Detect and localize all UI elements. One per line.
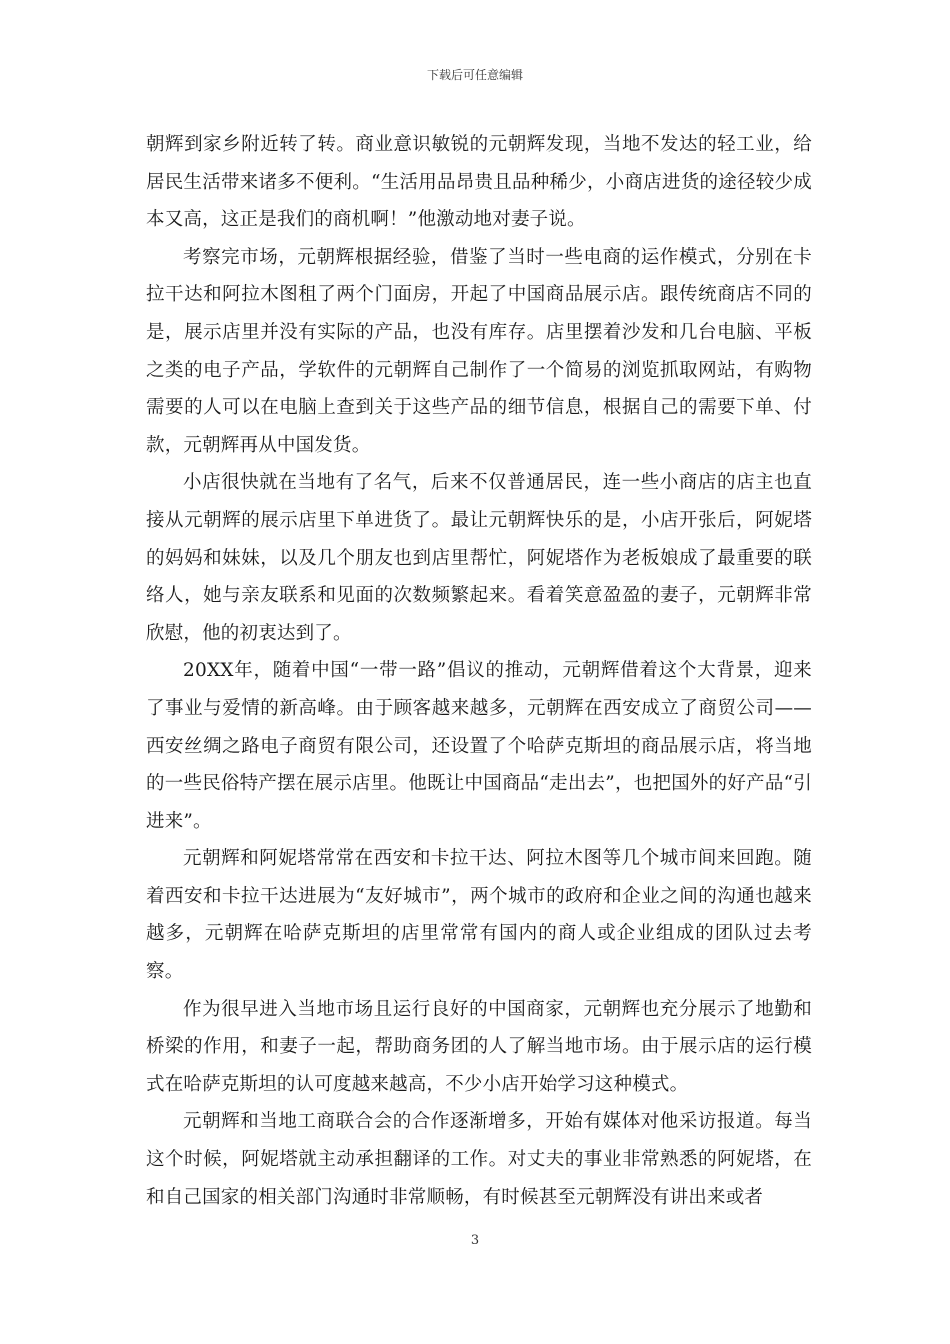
- paragraph-2: 考察完市场，元朝辉根据经验，借鉴了当时一些电商的运作模式，分别在卡拉干达和阿拉木图租了两个门面房，开起了中国商品展示店。跟传统商店不同的是，展示店里并没有实际的产品，也没有库存。店里摆着沙发和几台电脑、平板之类的电子产品，学软件的元朝辉自己制作了一个简易的浏览抓取网站，有购物需要的人可以在电脑上查到关于这些产品的细节信息，根据自己的需要下单、付款，元朝辉再从中国发货。: [146, 246, 812, 456]
- paragraph-7: 元朝辉和当地工商联合会的合作逐渐增多，开始有媒体对他采访报道。每当这个时候，阿妮塔就主动承担翻译的工作。对丈夫的事业非常熟悉的阿妮塔，在和自己国家的相关部门沟通时非常顺畅，有时候甚至元朝辉没有讲出来或者: [146, 1111, 812, 1208]
- page-number: 3: [470, 1233, 480, 1248]
- page-header: 下载后可任意编辑: [426, 68, 523, 82]
- paragraph-5: 元朝辉和阿妮塔常常在西安和卡拉干达、阿拉木图等几个城市间来回跑。随着西安和卡拉干达进展为“友好城市”，两个城市的政府和企业之间的沟通也越来越多，元朝辉在哈萨克斯坦的店里常常有国内的商人或企业组成的团队过去考察。: [146, 848, 812, 983]
- document-body: [146, 126, 812, 1216]
- paragraph-1: 朝辉到家乡附近转了转。商业意识敏锐的元朝辉发现，当地不发达的轻工业，给居民生活带来诸多不便利。“生活用品昂贵且品种稀少，小商店进货的途径较少成本又高，这正是我们的商机啊！”他激动地对妻子说。: [146, 134, 812, 231]
- paragraph-3: 小店很快就在当地有了名气，后来不仅普通居民，连一些小商店的店主也直接从元朝辉的展示店里下单进货了。最让元朝辉快乐的是，小店开张后，阿妮塔的妈妈和妹妹，以及几个朋友也到店里帮忙，阿妮塔作为老板娘成了最重要的联络人，她与亲友联系和见面的次数频繁起来。看着笑意盈盈的妻子，元朝辉非常欣慰，他的初衷达到了。: [146, 472, 812, 644]
- paragraph-6: 作为很早进入当地市场且运行良好的中国商家，元朝辉也充分展示了地勤和桥梁的作用，和妻子一起，帮助商务团的人了解当地市场。由于展示店的运行模式在哈萨克斯坦的认可度越来越高，不少小店开始学习这种模式。: [146, 998, 812, 1095]
- paragraph-4: 20XX年，随着中国“一带一路”倡议的推动，元朝辉借着这个大背景，迎来了事业与爱情的新高峰。由于顾客越来越多，元朝辉在西安成立了商贸公司——西安丝绸之路电子商贸有限公司，还设置了个哈萨克斯坦的商品展示店，将当地的一些民俗特产摆在展示店里。他既让中国商品“走出去”，也把国外的好产品“引进来”。: [146, 660, 812, 832]
